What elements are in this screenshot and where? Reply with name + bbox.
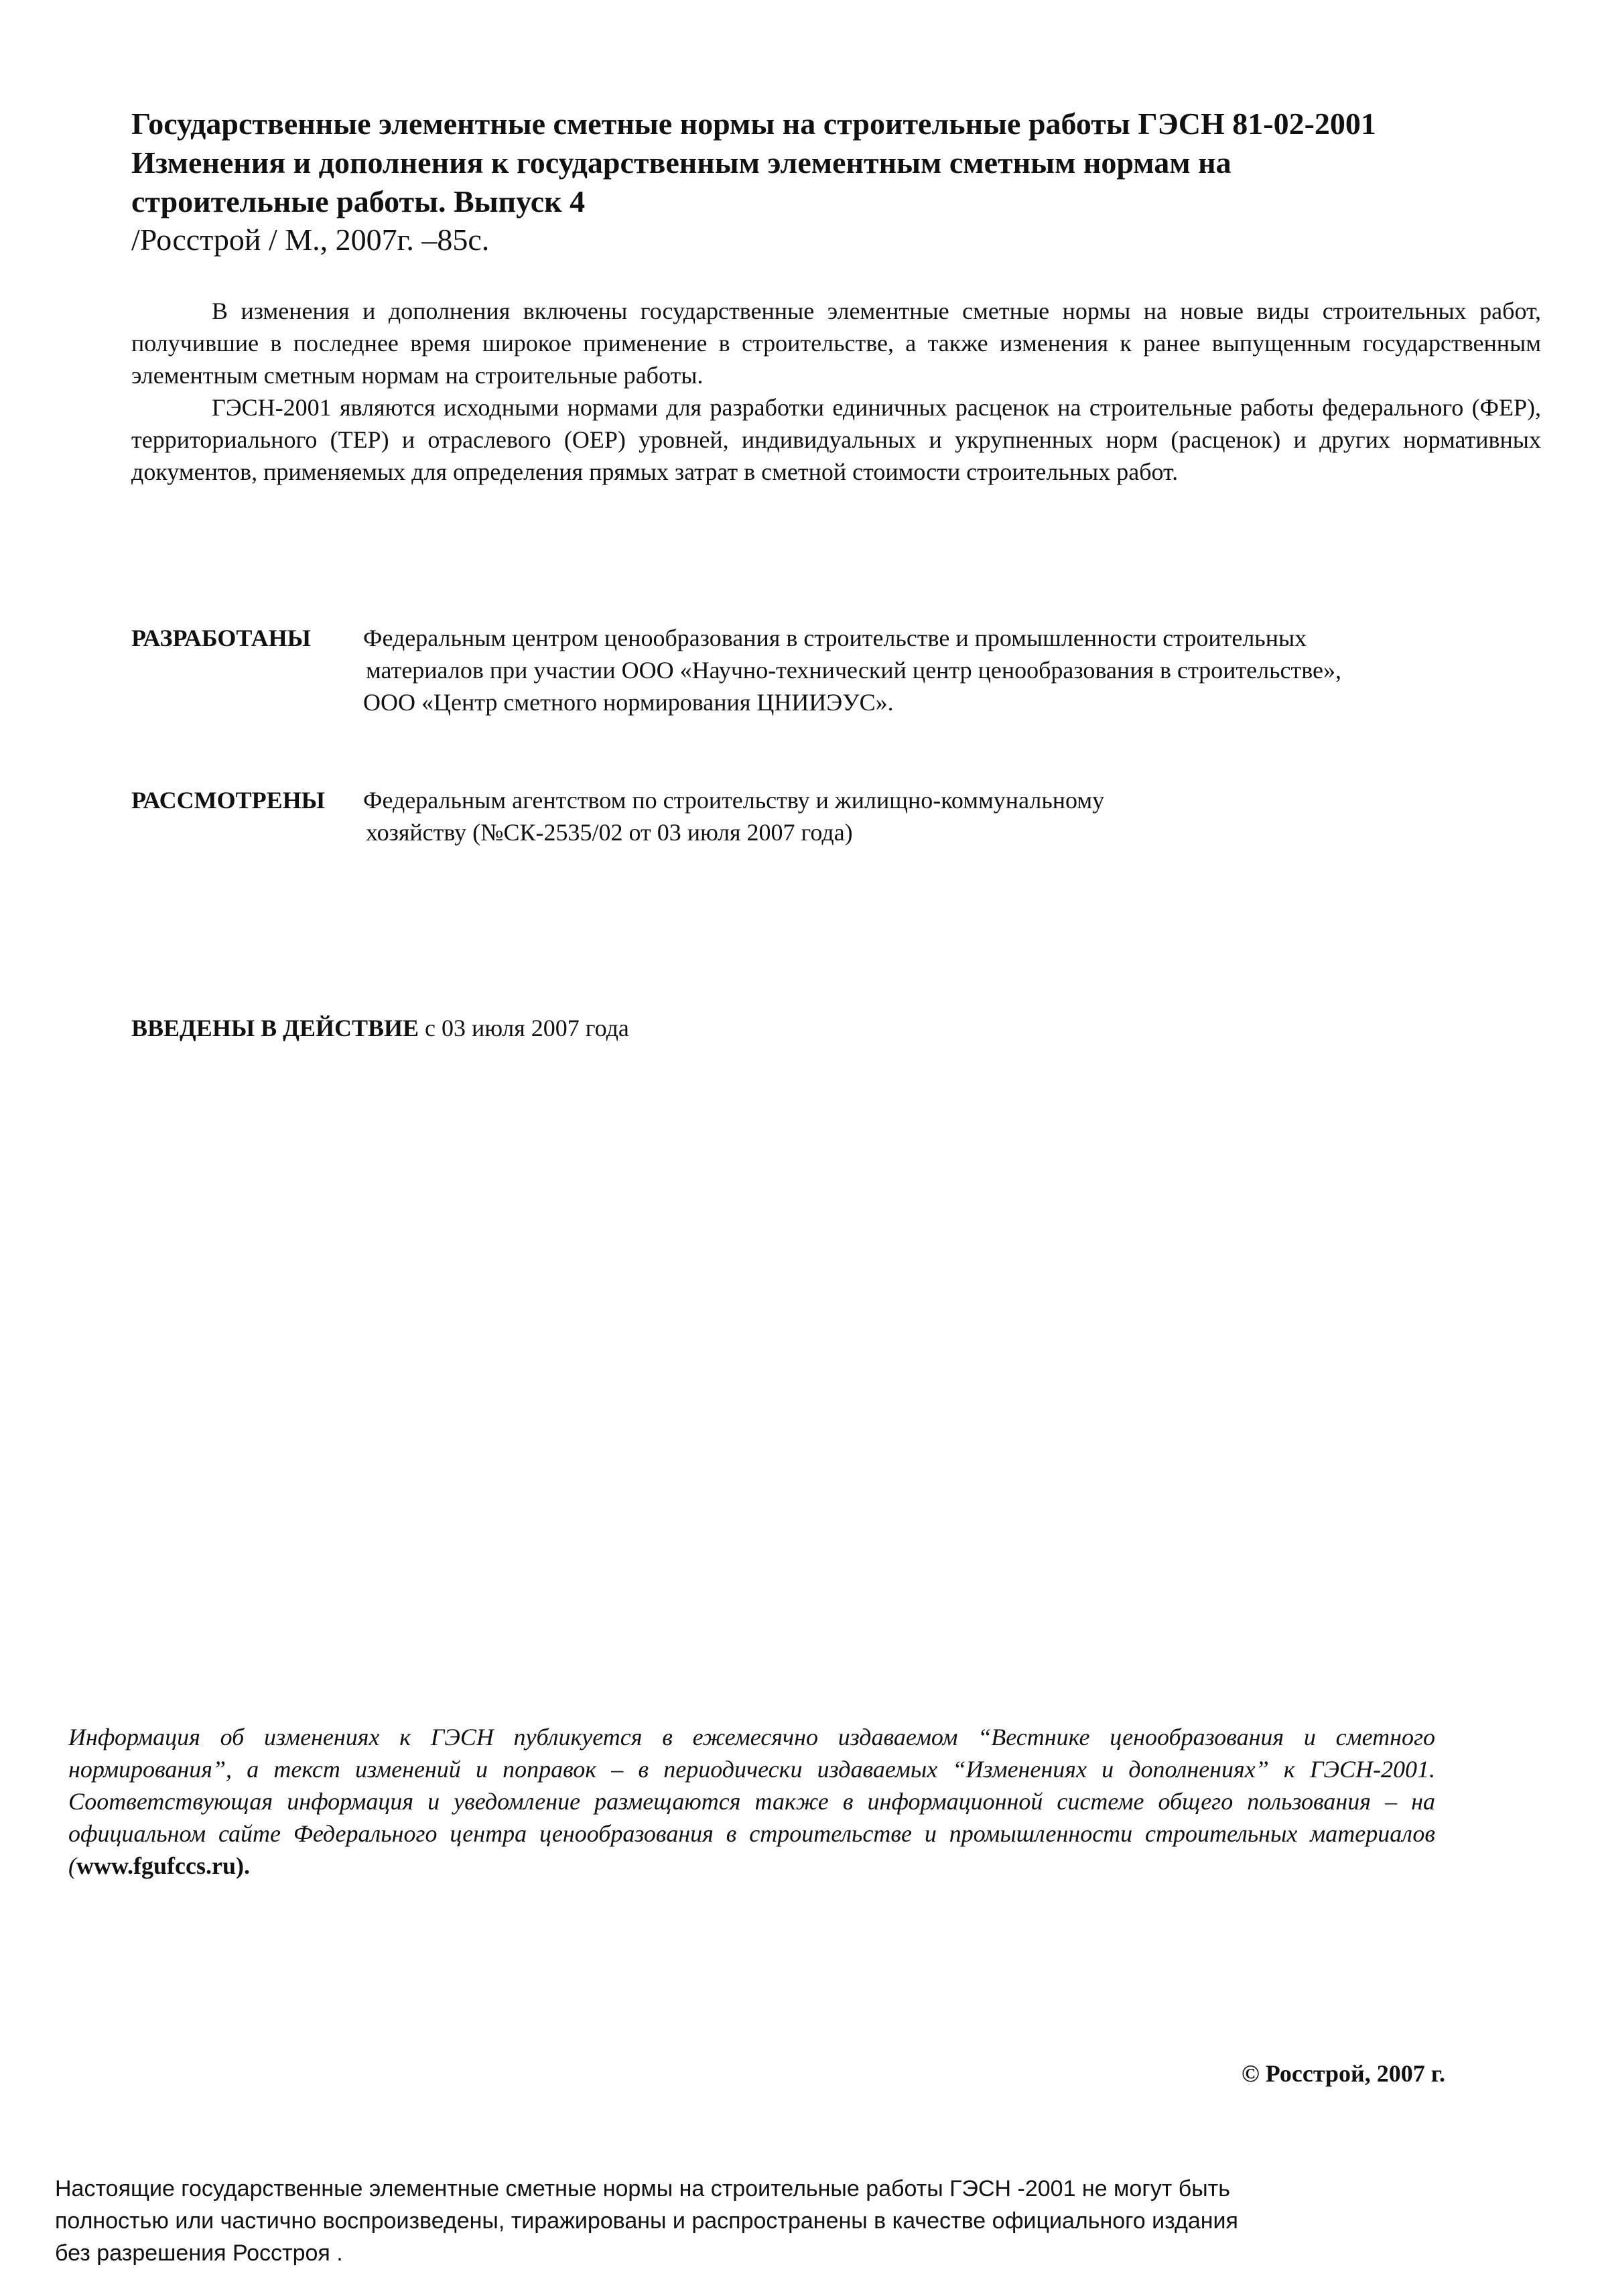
reviewed-text <box>363 784 1598 848</box>
enacted-section <box>131 1012 629 1044</box>
copyright: © Росстрой, 2007 г. <box>1241 2060 1445 2087</box>
enacted-label: ВВЕДЕНЫ В ДЕЙСТВИЕ <box>131 1015 419 1041</box>
document-title <box>131 105 1552 221</box>
abstract-paragraph-1: В изменения и дополнения включены государственные элементные сметные нормы на новые виды строительных работ, получившие в последнее время широкое применение в строительстве, а также изменения к ранее выпущенным государственным элементным сметным нормам на строительные работы. <box>131 298 1541 389</box>
reviewed-line-1: Федеральным агентством по строительству и жилищно-коммунальному <box>363 787 1105 814</box>
title-line-1: Государственные элементные сметные нормы на строительные работы ГЭСН 81-02-2001 <box>131 107 1376 141</box>
info-text: Информация об изменениях к ГЭСН публикуется в ежемесячно издаваемом “Вестнике ценообразования и сметного нормирования”, а текст изменений и поправок – в периодически издаваемых “Изменениях и дополнениях” к ГЭСН-2001. Соответствующая информация и уведомление размещаются также в информационной системе общего пользования – на официальном сайте Федерального центра ценообразования в строительстве и промышленности строительных материалов ( <box>68 1724 1435 1879</box>
developed-text <box>363 622 1598 718</box>
notice-line-1: Настоящие государственные элементные сметные нормы на строительные работы ГЭСН -2001 не могут быть <box>55 2176 1230 2202</box>
developed-label: РАЗРАБОТАНЫ <box>131 625 311 651</box>
abstract-paragraph-2: ГЭСН-2001 являются исходными нормами для разработки единичных расценок на строительные работы федерального (ФЕР), территориального (ТЕР) и отраслевого (ОЕР) уровней, индивидуальных и укрупненных норм (расценок) и других нормативных документов, применяемых для определения прямых затрат в сметной стоимости строительных работ. <box>131 394 1541 485</box>
reviewed-line-2: хозяйству (№СК-2535/02 от 03 июля 2007 года) <box>366 819 853 846</box>
title-line-2: Изменения и дополнения к государственным элементным сметным нормам на <box>131 145 1231 180</box>
developed-line-3: ООО «Центр сметного нормирования ЦНИИЭУС». <box>363 689 894 716</box>
info-notice <box>68 1721 1435 1882</box>
developed-line-1: Федеральным центром ценообразования в строительстве и промышленности строительных <box>363 625 1307 651</box>
publication-info: /Росстрой / М., 2007г. –85с. <box>131 222 490 257</box>
enacted-date: с 03 июля 2007 года <box>419 1015 629 1041</box>
title-line-3: строительные работы. Выпуск 4 <box>131 184 586 218</box>
notice-line-2: полностью или частично воспроизведены, тиражированы и распространены в качестве официального издания <box>55 2208 1238 2234</box>
reproduction-notice <box>55 2173 1489 2269</box>
developed-line-2: материалов при участии ООО «Научно-технический центр ценообразования в строительстве», <box>366 657 1341 684</box>
website-link[interactable]: www.fgufccs.ru). <box>76 1852 250 1879</box>
reviewed-label: РАССМОТРЕНЫ <box>131 787 325 814</box>
notice-line-3: без разрешения Росстроя . <box>55 2240 343 2266</box>
abstract <box>131 295 1541 488</box>
